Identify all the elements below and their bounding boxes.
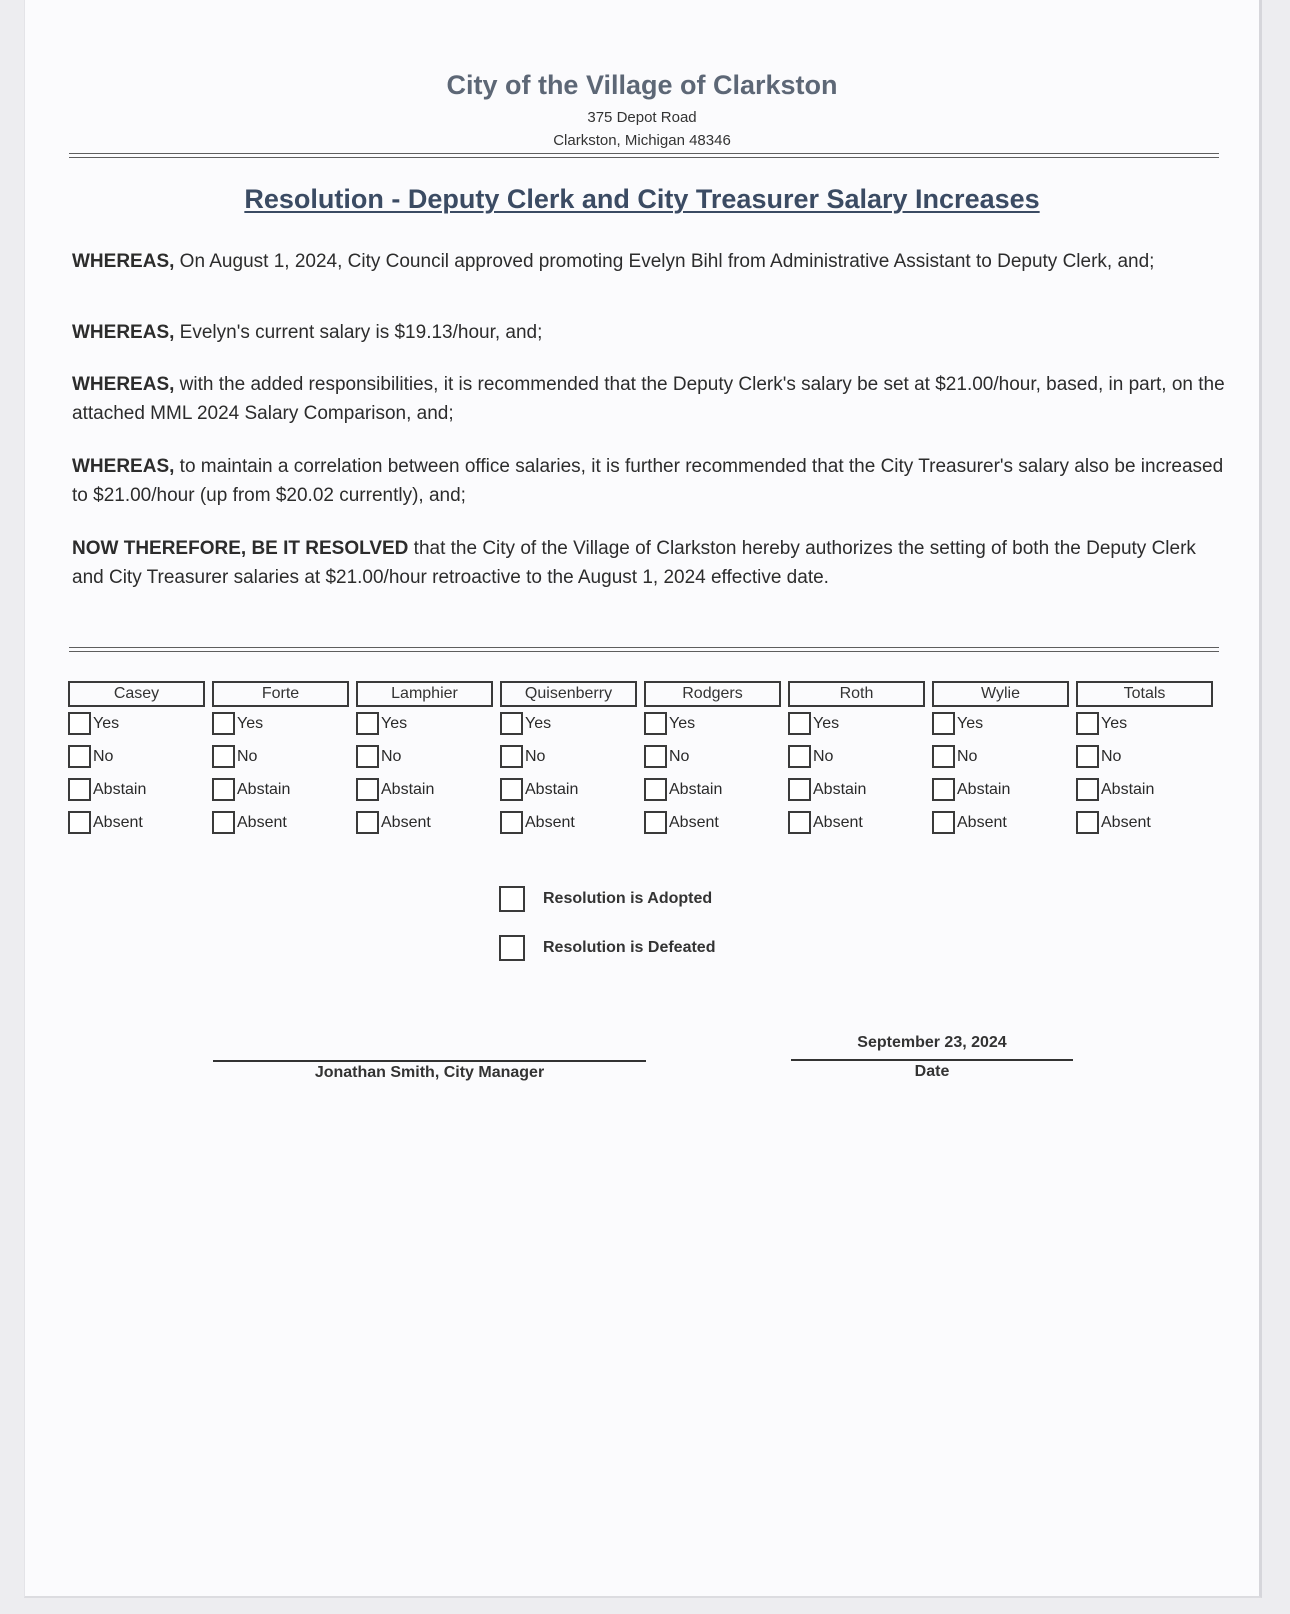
column-header: Roth bbox=[788, 681, 925, 707]
vote-option-no[interactable]: No bbox=[1076, 740, 1213, 773]
vote-column-totals bbox=[1076, 681, 1213, 839]
vote-option-absent[interactable]: Absent bbox=[68, 806, 205, 839]
checkbox[interactable] bbox=[1076, 778, 1099, 801]
vote-option-no[interactable]: No bbox=[68, 740, 205, 773]
column-header: Casey bbox=[68, 681, 205, 707]
city-name-heading: City of the Village of Clarkston bbox=[446, 70, 838, 100]
checkbox[interactable] bbox=[788, 712, 811, 735]
header-divider bbox=[69, 153, 1219, 158]
vote-option-yes[interactable]: Yes bbox=[1076, 707, 1213, 740]
checkbox[interactable] bbox=[212, 811, 235, 834]
checkbox[interactable] bbox=[68, 778, 91, 801]
address-line-2: Clarkston, Michigan 48346 bbox=[553, 132, 731, 149]
vote-column-rodgers bbox=[644, 681, 781, 839]
vote-option-abstain[interactable]: Abstain bbox=[500, 773, 637, 806]
checkbox[interactable] bbox=[212, 778, 235, 801]
vote-option-no[interactable]: No bbox=[356, 740, 493, 773]
checkbox[interactable] bbox=[1076, 712, 1099, 735]
column-header: Wylie bbox=[932, 681, 1069, 707]
whereas-paragraph-1: WHEREAS, On August 1, 2024, City Council approved promoting Evelyn Bihl from Administrative Assistant to Deputy Clerk, and; bbox=[72, 251, 1155, 272]
vote-column-roth bbox=[788, 681, 925, 839]
column-header: Totals bbox=[1076, 681, 1213, 707]
vote-option-abstain[interactable]: Abstain bbox=[932, 773, 1069, 806]
date-line bbox=[791, 1059, 1073, 1061]
checkbox[interactable] bbox=[932, 811, 955, 834]
vote-column-lamphier bbox=[356, 681, 493, 839]
vote-option-no[interactable]: No bbox=[644, 740, 781, 773]
vote-column-wylie bbox=[932, 681, 1069, 839]
checkbox[interactable] bbox=[68, 712, 91, 735]
checkbox[interactable] bbox=[500, 778, 523, 801]
vote-option-abstain[interactable]: Abstain bbox=[644, 773, 781, 806]
vote-option-absent[interactable]: Absent bbox=[1076, 806, 1213, 839]
vote-option-yes[interactable]: Yes bbox=[644, 707, 781, 740]
column-header: Quisenberry bbox=[500, 681, 637, 707]
vote-section-divider bbox=[69, 647, 1219, 652]
signer-name: Jonathan Smith, City Manager bbox=[314, 1064, 545, 1081]
resolution-defeated-option[interactable] bbox=[499, 935, 715, 961]
vote-option-absent[interactable]: Absent bbox=[212, 806, 349, 839]
checkbox[interactable] bbox=[356, 811, 379, 834]
column-header: Forte bbox=[212, 681, 349, 707]
checkbox[interactable] bbox=[500, 712, 523, 735]
checkbox[interactable] bbox=[356, 745, 379, 768]
resolved-paragraph: NOW THEREFORE, BE IT RESOLVED that the City of the Village of Clarkston hereby authorizes the setting of both the Deputy Clerk and City Treasurer salaries at $21.00/hour retroactive to the August 1, 2024 effective date. bbox=[72, 538, 1196, 588]
vote-column-forte bbox=[212, 681, 349, 839]
vote-option-no[interactable]: No bbox=[500, 740, 637, 773]
vote-option-no[interactable]: No bbox=[212, 740, 349, 773]
checkbox[interactable] bbox=[788, 778, 811, 801]
checkbox[interactable] bbox=[1076, 745, 1099, 768]
checkbox[interactable] bbox=[644, 712, 667, 735]
checkbox[interactable] bbox=[212, 745, 235, 768]
vote-option-yes[interactable]: Yes bbox=[68, 707, 205, 740]
checkbox[interactable] bbox=[788, 811, 811, 834]
checkbox[interactable] bbox=[1076, 811, 1099, 834]
vote-option-abstain[interactable]: Abstain bbox=[788, 773, 925, 806]
vote-column-casey bbox=[68, 681, 205, 839]
vote-option-no[interactable]: No bbox=[788, 740, 925, 773]
resolution-title: Resolution - Deputy Clerk and City Treasurer Salary Increases bbox=[244, 184, 1040, 214]
vote-option-absent[interactable]: Absent bbox=[644, 806, 781, 839]
vote-option-absent[interactable]: Absent bbox=[356, 806, 493, 839]
checkbox[interactable] bbox=[356, 778, 379, 801]
checkbox[interactable] bbox=[500, 745, 523, 768]
checkbox[interactable] bbox=[68, 811, 91, 834]
column-header: Rodgers bbox=[644, 681, 781, 707]
checkbox[interactable] bbox=[212, 712, 235, 735]
vote-option-no[interactable]: No bbox=[932, 740, 1069, 773]
vote-column-quisenberry bbox=[500, 681, 637, 839]
whereas-paragraph-3: WHEREAS, with the added responsibilities, it is recommended that the Deputy Clerk's salary be set at $21.00/hour, based, in part, on the attached MML 2024 Salary Comparison, and; bbox=[72, 374, 1225, 424]
vote-option-absent[interactable]: Absent bbox=[932, 806, 1069, 839]
column-header: Lamphier bbox=[356, 681, 493, 707]
vote-option-yes[interactable]: Yes bbox=[500, 707, 637, 740]
resolution-adopted-option[interactable] bbox=[499, 886, 712, 912]
address-line-1: 375 Depot Road bbox=[587, 109, 697, 126]
defeated-label: Resolution is Defeated bbox=[543, 939, 716, 956]
checkbox[interactable] bbox=[68, 745, 91, 768]
vote-option-abstain[interactable]: Abstain bbox=[356, 773, 493, 806]
whereas-paragraph-2: WHEREAS, Evelyn's current salary is $19.13/hour, and; bbox=[72, 322, 543, 343]
document-page bbox=[24, 0, 1262, 1598]
vote-option-yes[interactable]: Yes bbox=[932, 707, 1069, 740]
checkbox[interactable] bbox=[932, 745, 955, 768]
date-label: Date bbox=[914, 1063, 950, 1080]
vote-option-yes[interactable]: Yes bbox=[212, 707, 349, 740]
whereas-paragraph-4: WHEREAS, to maintain a correlation between office salaries, it is further recommended that the City Treasurer's salary also be increased to $21.00/hour (up from $20.02 currently), and; bbox=[72, 456, 1224, 506]
vote-option-absent[interactable]: Absent bbox=[500, 806, 637, 839]
checkbox[interactable] bbox=[932, 778, 955, 801]
vote-option-abstain[interactable]: Abstain bbox=[68, 773, 205, 806]
vote-option-absent[interactable]: Absent bbox=[788, 806, 925, 839]
vote-option-abstain[interactable]: Abstain bbox=[1076, 773, 1213, 806]
adopted-label: Resolution is Adopted bbox=[543, 890, 713, 907]
checkbox[interactable] bbox=[644, 778, 667, 801]
checkbox[interactable] bbox=[932, 712, 955, 735]
checkbox[interactable] bbox=[788, 745, 811, 768]
vote-option-yes[interactable]: Yes bbox=[788, 707, 925, 740]
checkbox[interactable] bbox=[644, 811, 667, 834]
defeated-checkbox[interactable] bbox=[499, 935, 525, 961]
checkbox[interactable] bbox=[356, 712, 379, 735]
signature-date-value: September 23, 2024 bbox=[857, 1034, 1007, 1051]
vote-option-abstain[interactable]: Abstain bbox=[212, 773, 349, 806]
adopted-checkbox[interactable] bbox=[499, 886, 525, 912]
vote-option-yes[interactable]: Yes bbox=[356, 707, 493, 740]
checkbox[interactable] bbox=[644, 745, 667, 768]
checkbox[interactable] bbox=[500, 811, 523, 834]
signature-line bbox=[213, 1060, 646, 1062]
